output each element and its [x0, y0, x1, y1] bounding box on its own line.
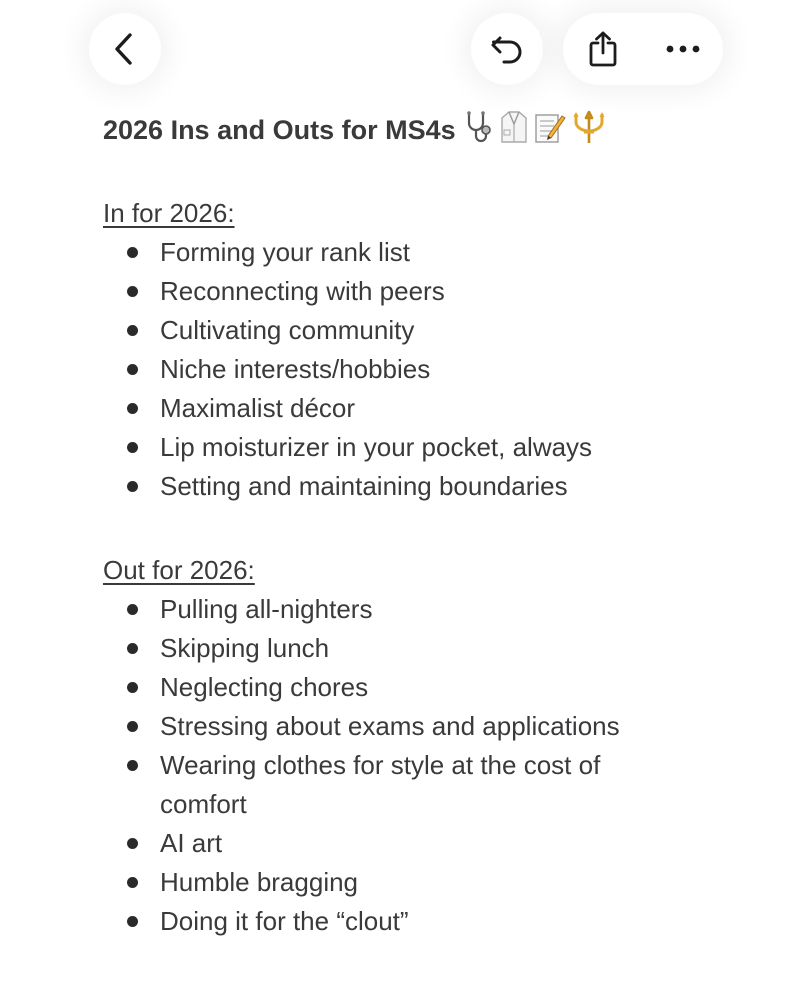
undo-icon	[490, 33, 524, 65]
bullet	[127, 364, 138, 375]
list-item	[0, 428, 660, 467]
list-item-text: Skipping lunch	[160, 633, 330, 663]
list-item-text: Forming your rank list	[160, 237, 410, 267]
in-heading: In for 2026:	[103, 198, 235, 228]
bullet	[127, 838, 138, 849]
undo-button[interactable]	[471, 13, 543, 85]
note-toolbar	[0, 0, 800, 100]
in-list	[0, 233, 800, 506]
bullet	[127, 721, 138, 732]
memo-icon	[534, 110, 566, 151]
list-item	[0, 389, 660, 428]
list-item	[0, 467, 660, 506]
list-item	[0, 350, 660, 389]
bullet	[127, 442, 138, 453]
ellipsis-icon	[665, 44, 701, 54]
list-item-text: Stressing about exams and applications	[160, 711, 620, 741]
list-item-text: Cultivating community	[160, 315, 415, 345]
list-item-text: Neglecting chores	[160, 672, 369, 702]
list-item-text: AI art	[160, 828, 223, 858]
list-item	[0, 233, 660, 272]
out-list	[0, 590, 800, 941]
list-item-text: Maximalist décor	[160, 393, 356, 423]
list-item	[0, 902, 660, 941]
back-button[interactable]	[89, 13, 161, 85]
title-emojis	[464, 110, 606, 151]
bullet	[127, 481, 138, 492]
note-actions-pill	[563, 13, 723, 85]
bullet	[127, 286, 138, 297]
list-item	[0, 824, 660, 863]
bullet	[127, 877, 138, 888]
bullet	[127, 403, 138, 414]
list-item	[0, 668, 660, 707]
more-options-button[interactable]	[643, 13, 723, 85]
list-item	[0, 863, 660, 902]
list-item	[0, 707, 660, 746]
list-item	[0, 629, 660, 668]
list-item	[0, 311, 660, 350]
list-item-text: Wearing clothes for style at the cost of comfort	[160, 750, 601, 819]
list-item	[0, 272, 660, 311]
note-title	[103, 110, 606, 150]
chevron-left-icon	[112, 32, 138, 66]
share-button[interactable]	[563, 13, 643, 85]
list-item-text: Humble bragging	[160, 867, 359, 897]
note-title-text: 2026 Ins and Outs for MS4s	[103, 114, 456, 145]
bullet	[127, 604, 138, 615]
list-item-text: Lip moisturizer in your pocket, always	[160, 432, 593, 462]
list-item-text: Reconnecting with peers	[160, 276, 445, 306]
list-item-text: Pulling all-nighters	[160, 594, 373, 624]
out-heading: Out for 2026:	[103, 555, 255, 585]
share-icon	[587, 30, 619, 68]
bullet	[127, 325, 138, 336]
stethoscope-icon	[464, 110, 494, 151]
lab-coat-icon	[500, 110, 528, 151]
bullet	[127, 643, 138, 654]
list-item	[0, 590, 660, 629]
list-item-text: Doing it for the “clout”	[160, 906, 409, 936]
bullet	[127, 247, 138, 258]
bullet	[127, 682, 138, 693]
bullet	[127, 760, 138, 771]
list-item-text: Niche interests/hobbies	[160, 354, 431, 384]
trident-icon	[572, 110, 606, 151]
bullet	[127, 916, 138, 927]
list-item-text: Setting and maintaining boundaries	[160, 471, 568, 501]
list-item	[0, 746, 660, 824]
